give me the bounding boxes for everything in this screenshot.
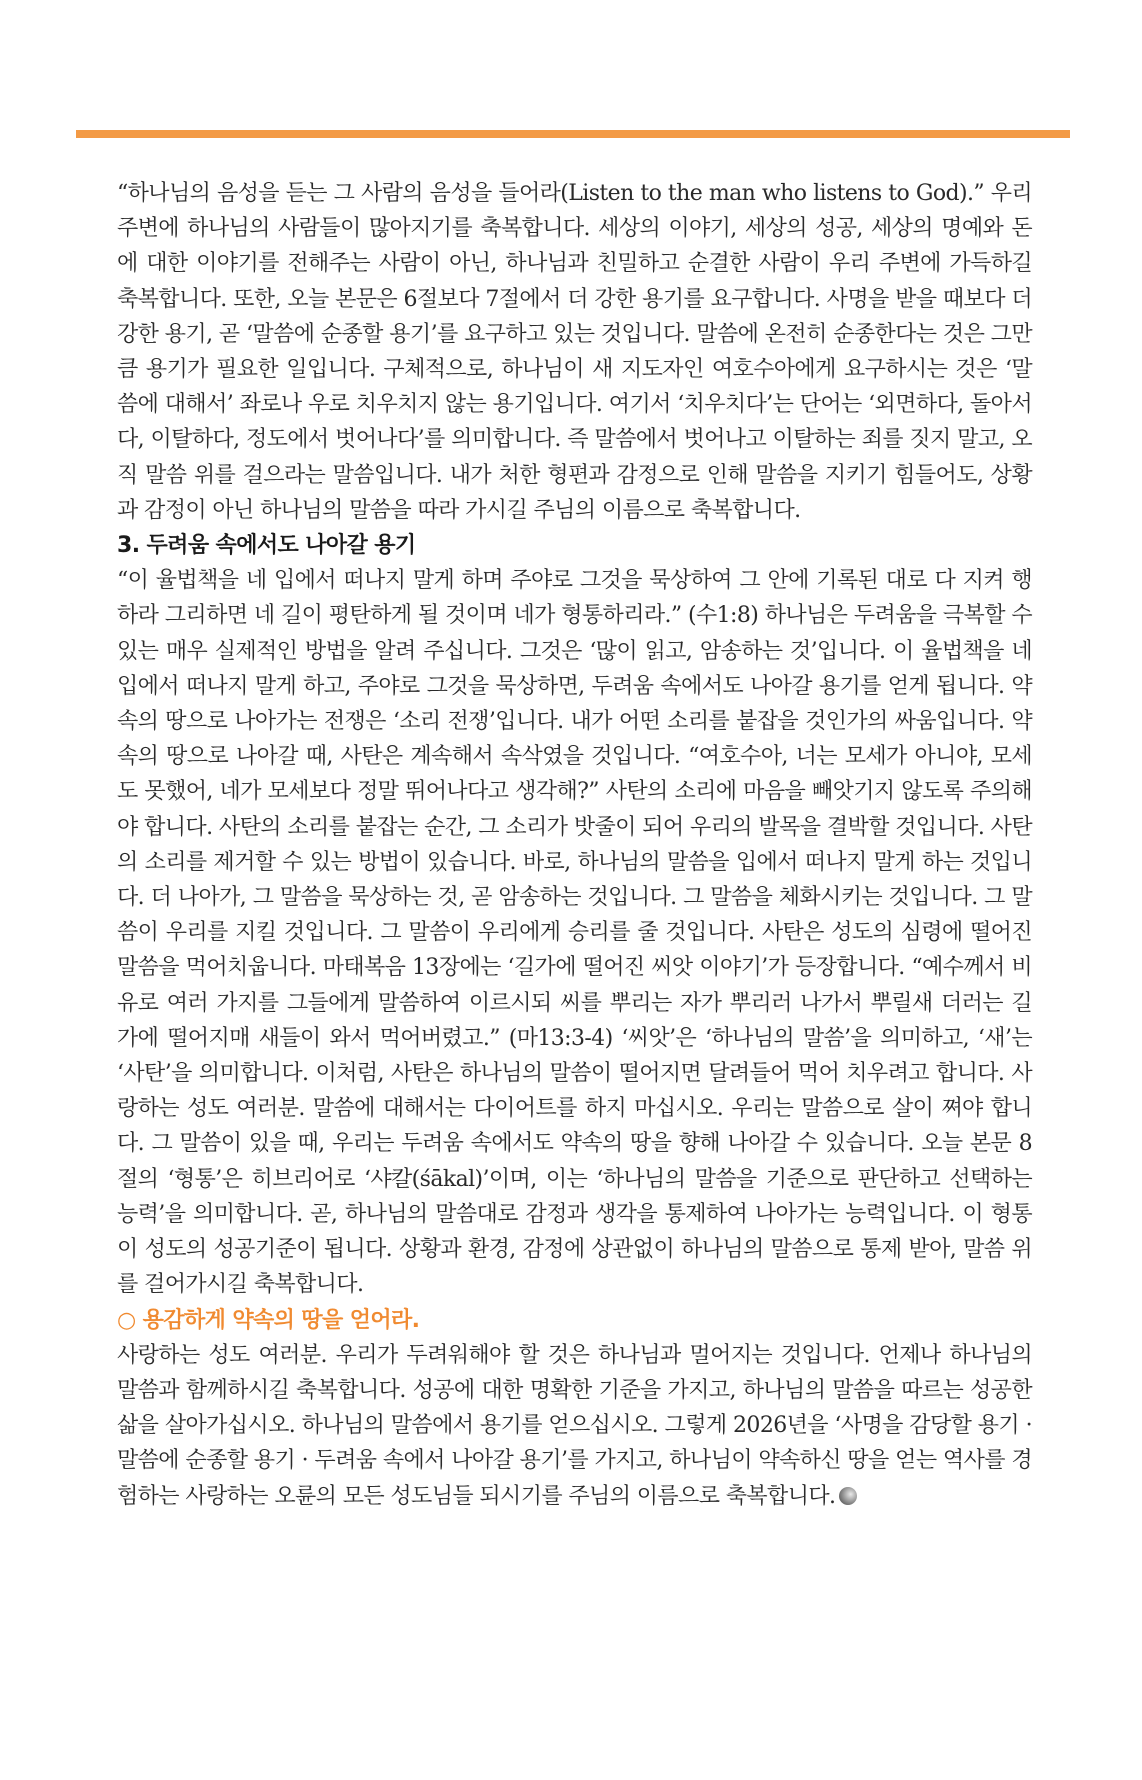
paragraph-3-text: 사랑하는 성도 여러분. 우리가 두려워해야 할 것은 하나님과 멀어지는 것입니다. 언제나 하나님의 말씀과 함께하시길 축복합니다. 성공에 대한 명확한 기준을 가지고, 하나님의 말씀을 따르는 성공한 삶을 살아가십시오. 하나님의 말씀에서 용기를 얻으십시오. 그렇게 2026년을 ‘사명을 감당할 용기 · 말씀에 순종할 용기 · 두려움 속에서 나아갈 용기’를 가지고, 하나님이 약속하신 땅을 얻는 역사를 경험하는 사랑하는 오륜의 모든 성도님들 되시기를 주님의 이름으로 축복합니다.: [117, 1342, 1032, 1509]
article-body: [117, 176, 1032, 1514]
paragraph-3: [117, 1338, 1032, 1514]
end-of-article-icon: [839, 1487, 857, 1505]
paragraph-2: “이 율법책을 네 입에서 떠나지 말게 하며 주야로 그것을 묵상하여 그 안에 기록된 대로 다 지켜 행하라 그리하면 네 길이 평탄하게 될 것이며 네가 형통하리라.” (수1:8) 하나님은 두려움을 극복할 수 있는 매우 실제적인 방법을 알려 주십니다. 그것은 ‘많이 읽고, 암송하는 것’입니다. 이 율법책을 네 입에서 떠나지 말게 하고, 주야로 그것을 묵상하면, 두려움 속에서도 나아갈 용기를 얻게 됩니다. 약속의 땅으로 나아가는 전쟁은 ‘소리 전쟁’입니다. 내가 어떤 소리를 붙잡을 것인가의 싸움입니다. 약속의 땅으로 나아갈 때, 사탄은 계속해서 속삭였을 것입니다. “여호수아, 너는 모세가 아니야, 모세도 못했어, 네가 모세보다 정말 뛰어나다고 생각해?” 사탄의 소리에 마음을 빼앗기지 않도록 주의해야 합니다. 사탄의 소리를 붙잡는 순간, 그 소리가 밧줄이 되어 우리의 발목을 결박할 것입니다. 사탄의 소리를 제거할 수 있는 방법이 있습니다. 바로, 하나님의 말씀을 입에서 떠나지 말게 하는 것입니다. 더 나아가, 그 말씀을 묵상하는 것, 곧 암송하는 것입니다. 그 말씀을 체화시키는 것입니다. 그 말씀이 우리를 지킬 것입니다. 그 말씀이 우리에게 승리를 줄 것입니다. 사탄은 성도의 심령에 떨어진 말씀을 먹어치웁니다. 마태복음 13장에는 ‘길가에 떨어진 씨앗 이야기’가 등장합니다. “예수께서 비유로 여러 가지를 그들에게 말씀하여 이르시되 씨를 뿌리는 자가 뿌리러 나가서 뿌릴새 더러는 길 가에 떨어지매 새들이 와서 먹어버렸고.” (마13:3-4) ‘씨앗’은 ‘하나님의 말씀’을 의미하고, ‘새’는 ‘사탄’을 의미합니다. 이처럼, 사탄은 하나님의 말씀이 떨어지면 달려들어 먹어 치우려고 합니다. 사랑하는 성도 여러분. 말씀에 대해서는 다이어트를 하지 마십시오. 우리는 말씀으로 살이 쪄야 합니다. 그 말씀이 있을 때, 우리는 두려움 속에서도 약속의 땅을 향해 나아갈 수 있습니다. 오늘 본문 8절의 ‘형통’은 히브리어로 ‘샤칼(śākal)’이며, 이는 ‘하나님의 말씀을 기준으로 판단하고 선택하는 능력’을 의미합니다. 곧, 하나님의 말씀대로 감정과 생각을 통제하여 나아가는 능력입니다. 이 형통이 성도의 성공기준이 됩니다. 상황과 환경, 감정에 상관없이 하나님의 말씀으로 통제 받아, 말씀 위를 걸어가시길 축복합니다.: [117, 568, 1032, 1298]
section-heading-3: 3. 두려움 속에서도 나아갈 용기: [117, 533, 416, 559]
paragraph-1: “하나님의 음성을 듣는 그 사람의 음성을 들어라(Listen to the man who listens to God).” 우리 주변에 하나님의 사람들이 많아지기를 축복합니다. 세상의 이야기, 세상의 성공, 세상의 명예와 돈에 대한 이야기를 전해주는 사람이 아닌, 하나님과 친밀하고 순결한 사람이 우리 주변에 가득하길 축복합니다. 또한, 오늘 본문은 6절보다 7절에서 더 강한 용기를 요구합니다. 사명을 받을 때보다 더 강한 용기, 곧 ‘말씀에 순종할 용기’를 요구하고 있는 것입니다. 말씀에 온전히 순종한다는 것은 그만큼 용기가 필요한 일입니다. 구체적으로, 하나님이 새 지도자인 여호수아에게 요구하시는 것은 ‘말씀에 대해서’ 좌로나 우로 치우치지 않는 용기입니다. 여기서 ‘치우치다’는 단어는 ‘외면하다, 돌아서다, 이탈하다, 정도에서 벗어나다’를 의미합니다. 즉 말씀에서 벗어나고 이탈하는 죄를 짓지 말고, 오직 말씀 위를 걸으라는 말씀입니다. 내가 처한 형편과 감정으로 인해 말씀을 지키기 힘들어도, 상황과 감정이 아닌 하나님의 말씀을 따라 가시길 주님의 이름으로 축복합니다.: [117, 181, 1032, 523]
top-rule: [76, 130, 1070, 138]
conclusion-subheading: ○ 용감하게 약속의 땅을 얻어라.: [117, 1307, 420, 1333]
